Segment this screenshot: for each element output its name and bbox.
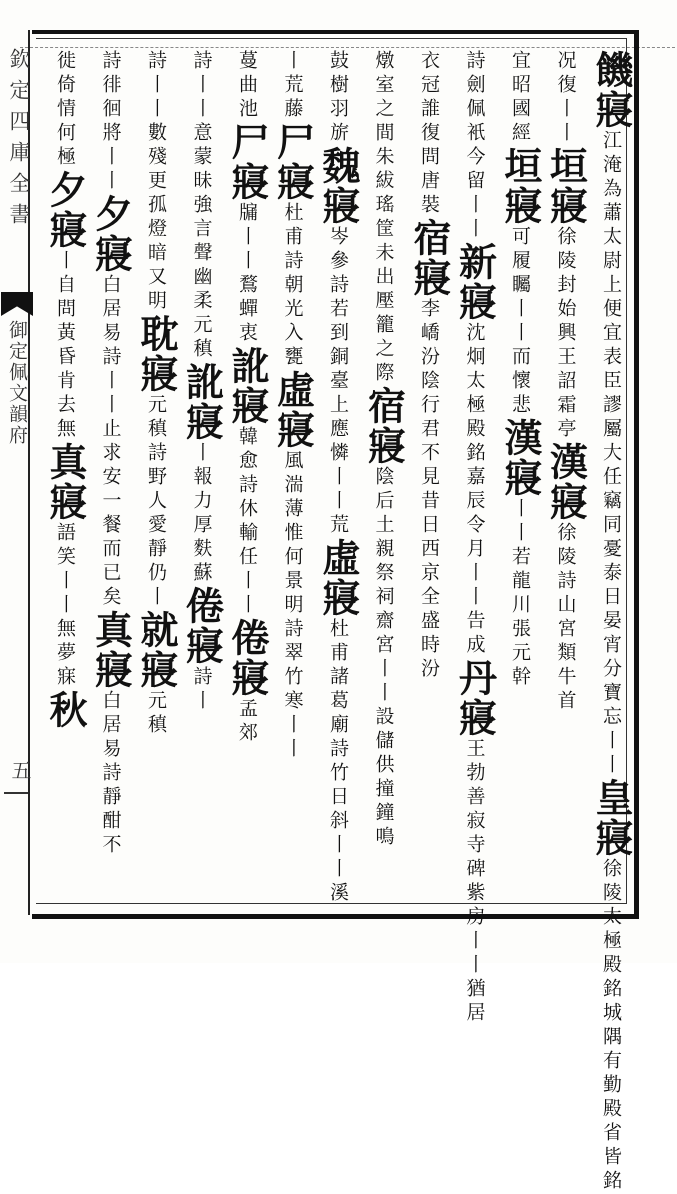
entry-headword: 秋: [43, 690, 88, 730]
entry-headword: 倦寢: [179, 586, 225, 666]
entry-headword: 漢寢: [498, 418, 543, 498]
entry-headword: 夕寢: [43, 170, 88, 250]
entry-headword: 尸寢: [225, 122, 270, 202]
entry-headword: 真寢: [43, 442, 88, 522]
entry-text: 孟郊: [236, 698, 258, 746]
entry-headword: 垣寢: [543, 146, 589, 226]
entry-headword: 訛寢: [179, 362, 225, 442]
entry-text: 詩劍佩衹今留丨丨: [463, 50, 486, 242]
entry-text: 風湍薄惟何景明詩翠竹寒丨丨: [281, 450, 304, 762]
entry-text: 丨自問黃昏肯去無: [54, 250, 76, 442]
entry-text: 韓愈詩休輸任丨丨: [236, 426, 258, 618]
entry-headword: 垣寢: [498, 146, 543, 226]
entry-headword: 虛寢: [270, 370, 316, 450]
text-column: [179, 50, 225, 714]
entry-text: 丨報力厚麩蘇: [190, 442, 213, 586]
entry-text: 可履矚丨丨而懷悲: [509, 226, 531, 418]
entry-headword: 皇寢: [589, 778, 634, 858]
entry-text: 燉室之間朱紱瑤筐未出壓籠之際: [372, 50, 395, 386]
entry-text: 王勃善寂寺碑紫房丨丨猶居: [463, 738, 486, 1026]
entry-headword: 宿寢: [361, 386, 407, 466]
entry-text: 徐陵太極殿銘城隅有勤殿省皆銘: [600, 858, 622, 1194]
entry-text: 詩丨丨數殘更孤燈暗又明: [145, 50, 167, 314]
entry-headword: 漢寢: [543, 442, 589, 522]
text-column: [43, 50, 88, 730]
text-column: [270, 50, 316, 762]
entry-headword: 饑寢: [589, 50, 634, 130]
entry-text: 詩徘徊將丨丨: [99, 50, 122, 194]
entry-text: 鼓樹羽旂: [327, 50, 349, 146]
entry-text: 李嶠汾陰行君不見昔日西京全盛時汾: [418, 298, 440, 682]
book-title: 欽定四庫全書: [7, 48, 31, 234]
entry-text: 蔓曲池: [236, 50, 258, 122]
text-column: [134, 50, 179, 738]
entry-headword: 夕寢: [88, 194, 134, 274]
entry-text: 陰后土親祭祠齋宮丨丨設儲供撞鐘鳴: [372, 466, 395, 850]
text-column: [452, 50, 498, 1026]
entry-text: 丨荒藤: [281, 50, 304, 122]
text-column: [543, 50, 589, 714]
entry-headword: 訛寢: [225, 346, 270, 426]
entry-text: 白居易詩靜酣不: [99, 690, 122, 858]
text-column: [407, 50, 452, 682]
entry-headword: 魏寢: [316, 146, 361, 226]
text-column: [361, 50, 407, 850]
entry-text: 詩丨: [190, 666, 213, 714]
entry-headword: 丹寢: [452, 658, 498, 738]
entry-text: 徙倚情何極: [54, 50, 76, 170]
entry-text: 丨丨若龍川張元幹: [509, 498, 531, 690]
entry-text: 沈炯太極殿銘嘉辰令月丨丨告成: [463, 322, 486, 658]
page-number: 五: [6, 760, 35, 780]
entry-headword: 倦寢: [225, 618, 270, 698]
text-column: [498, 50, 543, 690]
entry-text: 岑參詩若到銅臺上應憐丨丨荒: [327, 226, 349, 538]
text-column: [225, 50, 270, 746]
entry-text: 牖丨丨鶩蟬衷: [236, 202, 258, 346]
entry-headword: 就寢: [134, 610, 179, 690]
entry-text: 詩丨丨意蒙昧強言聲幽柔元稹: [190, 50, 213, 362]
entry-text: 衣冠誰復問唐裝: [418, 50, 440, 218]
entry-headword: 真寢: [88, 610, 134, 690]
entry-text: 徐陵詩山宮類牛首: [554, 522, 577, 714]
text-column: [88, 50, 134, 858]
entry-headword: 虛寢: [316, 538, 361, 618]
entry-headword: 宿寢: [407, 218, 452, 298]
entry-text: 杜甫諸葛廟詩竹日斜丨丨溪: [327, 618, 349, 906]
entry-text: 徐陵封始興王詔霜亭: [554, 226, 577, 442]
entry-headword: 耽寢: [134, 314, 179, 394]
entry-text: 元稹: [145, 690, 167, 738]
text-column: [316, 50, 361, 906]
fishtail-mark-icon: [1, 292, 33, 316]
entry-text: 元稹詩野人愛靜仍丨: [145, 394, 167, 610]
book-subtitle: 御定佩文韻府: [6, 320, 28, 446]
text-column: [589, 50, 634, 1194]
entry-text: 杜甫詩朝光入甕: [281, 202, 304, 370]
entry-text: 况復丨丨: [554, 50, 577, 146]
entry-text: 江淹為蕭太尉上便宜表臣謬屬大任竊同憂泰日晏宵分寶忘丨丨: [600, 130, 622, 778]
entry-headword: 尸寢: [270, 122, 316, 202]
entry-text: 語笑丨丨無夢寐: [54, 522, 76, 690]
entry-headword: 新寢: [452, 242, 498, 322]
entry-text: 宜昭國經: [509, 50, 531, 146]
entry-text: 白居易詩丨丨止求安一餐而已矣: [99, 274, 122, 610]
